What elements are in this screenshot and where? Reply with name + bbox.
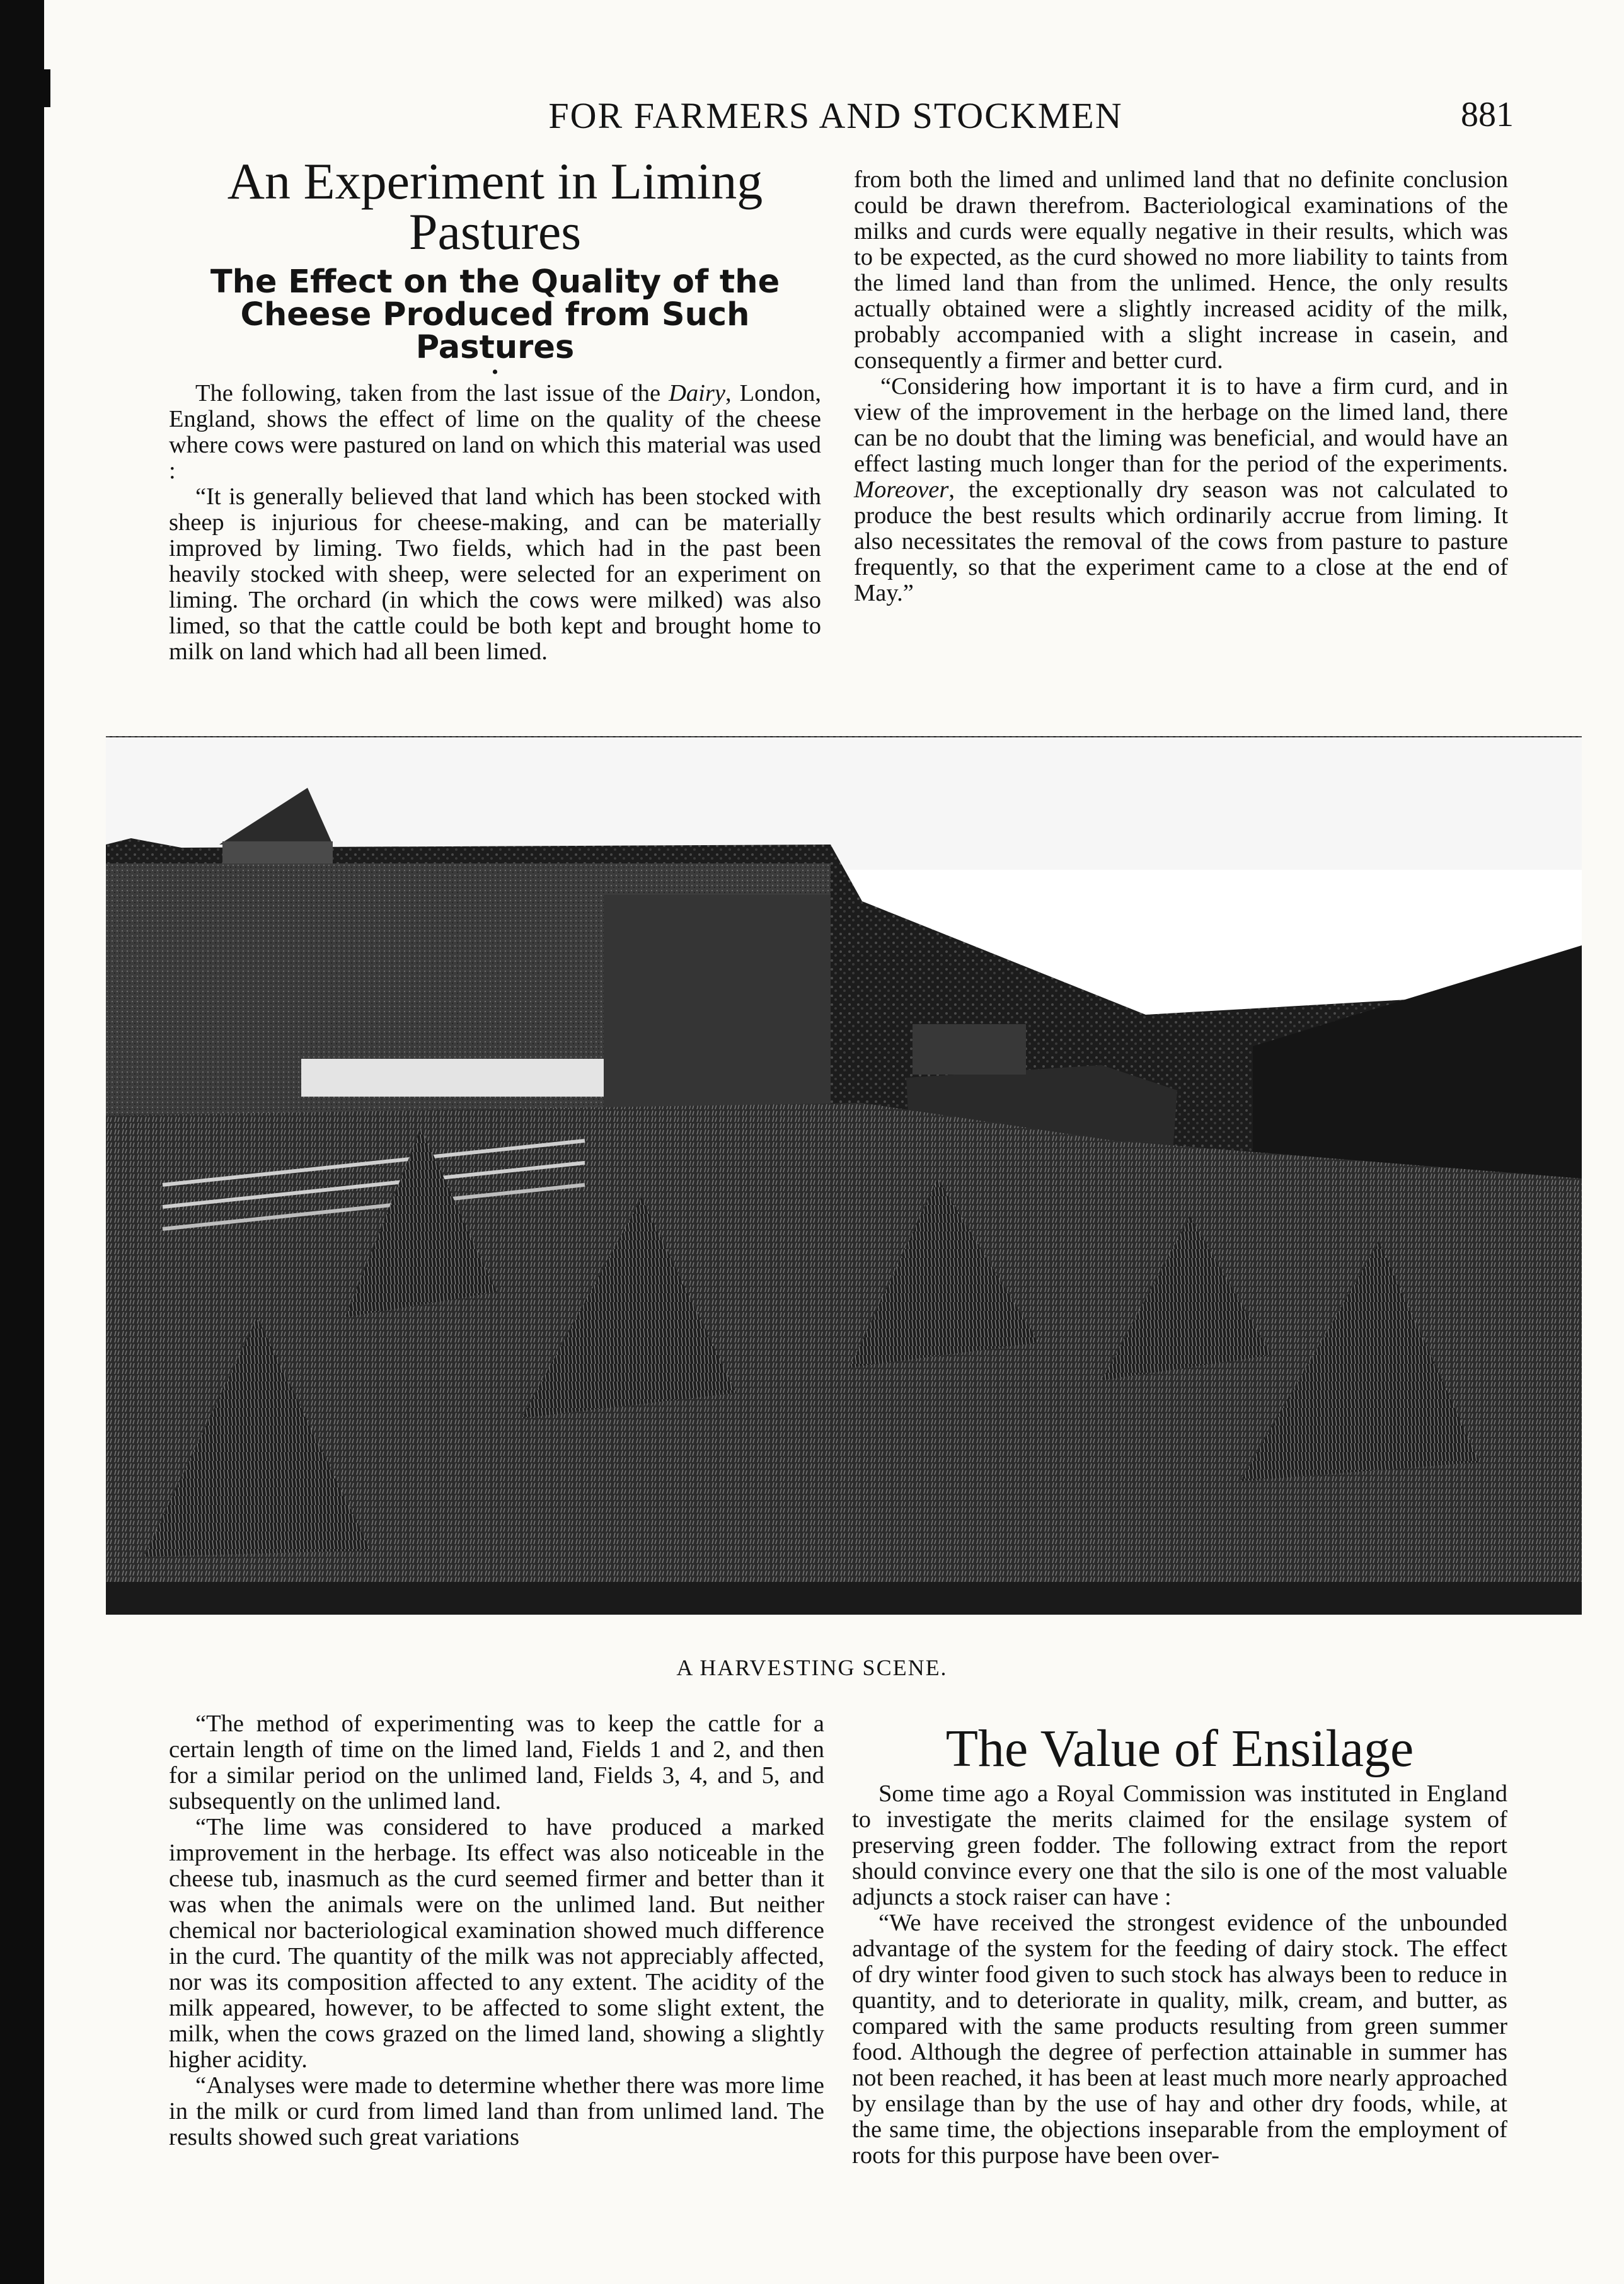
article2-column bbox=[852, 1721, 1507, 2169]
page-spine-edge bbox=[0, 0, 44, 2284]
harvesting-scene-photo bbox=[106, 736, 1582, 1615]
photo-caption: A HARVESTING SCENE. bbox=[676, 1655, 948, 1680]
harvest-illustration bbox=[106, 737, 1582, 1615]
article1-paragraph-lime-effect: “The lime was considered to have produced a marked improvement in the herbage. Its effect was also noticeable in the cheese tub, inasmuch as the curd seemed firmer and better than it was when the animals were on the unlimed land. But neither chemical nor bacteriological examination showed much difference in the curd. The quantity of the milk was not appreciably affected, nor was its composition affected to any extent. The acidity of the milk appeared, however, to be affected to some slight extent, the milk, when the cows grazed on the limed land, showing a slightly higher acidity. bbox=[169, 1814, 824, 2073]
article1-paragraph-conclusion bbox=[854, 374, 1508, 606]
article1-subtitle: The Effect on the Quality of the Cheese Produced from Such Pastures bbox=[210, 263, 780, 366]
conclusion-before: “Considering how important it is to have a firm curd, and in view of the improvement in the herbage on the limed land, there can be no doubt that the liming was beneficial, and would have an effect lasting much longer than for the period of the experiments. bbox=[854, 373, 1508, 477]
article1-left-column bbox=[169, 153, 821, 665]
intro-after: , London, England, shows the effect of lime on the quality of the cheese where cows were pastured on land on which this material was used : bbox=[169, 380, 821, 484]
running-head: FOR FARMERS AND STOCKMEN bbox=[548, 95, 1123, 136]
intro-source: Dairy bbox=[669, 380, 725, 407]
barn-side bbox=[604, 895, 831, 1134]
article2-paragraph-2: “We have received the strongest evidence of the unbounded advantage of the system for the feeding of dairy stock. The effect of dry winter food given to such stock has always been to reduce in quantity, and to deteriorate in quality, milk, cream, and butter, as compared with the same products resulting from green summer food. Although the degree of perfection attainable in summer has not been reached, it has been at least much more nearly approached by ensilage than by the use of hay and other dry foods, while, at the same time, the objections inseparable from the employment of roots for this purpose have been over- bbox=[852, 1910, 1507, 2169]
article1-title: An Experiment in Liming Pastures bbox=[227, 153, 763, 260]
far-tower bbox=[913, 1024, 1026, 1075]
page-header bbox=[158, 95, 1514, 139]
conclusion-after: , the exceptionally dry season was not calculated to produce the best results which ordinarily accrue from liming. It also necessitates the removal of the cows from pasture to pasture frequently, so that the experiment came to a close at the end of May.” bbox=[854, 476, 1508, 606]
article2-title: The Value of Ensilage bbox=[945, 1719, 1414, 1778]
page-number: 881 bbox=[1461, 95, 1514, 134]
article1-intro bbox=[169, 381, 821, 484]
article1-right-column bbox=[854, 167, 1508, 606]
article1-paragraph-method: “The method of experimenting was to keep the cattle for a certain length of time on the limed land, Fields 1 and 2, and then for a similar period on the unlimed land, Fields 3, 4, and 5, and subsequently on the unlimed land. bbox=[169, 1710, 824, 1814]
article1-paragraph-analyses: “Analyses were made to determine whether there was more lime in the milk or curd from limed land than from unlimed land. The results showed such great variations bbox=[169, 2072, 824, 2150]
article2-paragraph-1: Some time ago a Royal Commission was instituted in England to investigate the merits claimed for the ensilage system of preserving green fodder. The following extract from the report should convince every one that the silo is one of the most valuable adjuncts a stock raiser can have : bbox=[852, 1780, 1507, 1910]
page-spine-notch bbox=[44, 69, 50, 107]
article1-paragraph-1: “It is generally believed that land which has been stocked with sheep is injurious for cheese-making, and can be materially improved by liming. Two fields, which had in the past been heavily stocked with sheep, were selected for an experiment on liming. The orchard (in which the cows were milked) was also limed, so that the cattle could be both kept and brought home to milk on land which had all been limed. bbox=[169, 483, 821, 665]
photo-bottom-edge bbox=[106, 1582, 1582, 1615]
article1-divider: • bbox=[492, 362, 498, 383]
conclusion-italic: Moreover bbox=[854, 476, 949, 503]
intro-before: The following, taken from the last issue of the bbox=[195, 380, 669, 407]
article1-lower-left-column bbox=[169, 1711, 824, 2150]
article1-paragraph-continued: from both the limed and unlimed land that no definite conclusion could be drawn therefrom. Bacteriological examinations of the milks and curds were equally negative in their results, which was to be expected, as the curd showed no more liability to taints from the limed land than from the unlimed. Hence, the only results actually obtained were a slightly increased acidity of the milk, probably accompanied with a slight increase in casein, and consequently a firmer and better curd. bbox=[854, 166, 1508, 374]
